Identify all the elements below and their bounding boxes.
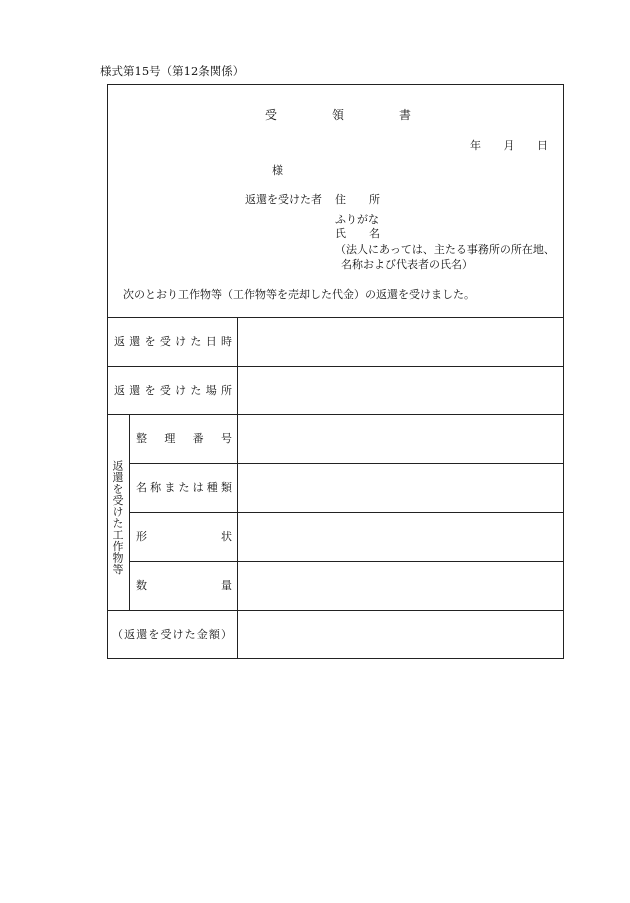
- name-label: [335, 228, 380, 239]
- name-label-char: 氏: [335, 227, 346, 240]
- corporate-note-line-1: （法人にあっては、主たる事務所の所在地、: [335, 243, 555, 256]
- group-label-divider: [129, 414, 130, 610]
- return-datetime-label: 返 還 を 受 け た 日 時: [114, 335, 232, 348]
- address-label-char: 住: [335, 193, 346, 206]
- title-char: 受: [265, 108, 278, 122]
- furigana-label: ふりがな: [335, 213, 379, 226]
- title-char: 領: [331, 108, 344, 122]
- returned-structures-group-label: 返還を受けた工作物等: [111, 460, 124, 575]
- corporate-note-line-2: 名称および代表者の氏名）: [341, 258, 473, 271]
- date-line: [470, 137, 548, 153]
- address-label: [335, 194, 380, 205]
- year-label: 年: [470, 139, 481, 152]
- address-label-char: 所: [369, 193, 380, 206]
- returned-amount-label: （ 返 還 を 受 け た 金 額 ）: [112, 628, 232, 641]
- addressee-suffix: 様: [272, 164, 283, 177]
- serial-number-value[interactable]: [238, 415, 563, 463]
- name-or-type-label: 名 称 ま た は 種 類: [136, 481, 232, 494]
- return-datetime-value[interactable]: [238, 318, 563, 366]
- title-char: 書: [398, 108, 411, 122]
- quantity-label: 数 量: [136, 579, 232, 592]
- shape-label: 形 状: [136, 530, 232, 543]
- quantity-value[interactable]: [238, 562, 563, 610]
- day-label: 日: [537, 139, 548, 152]
- name-or-type-value[interactable]: [238, 464, 563, 512]
- document-title: [265, 106, 411, 123]
- returned-amount-value[interactable]: [238, 611, 563, 658]
- return-place-label: 返 還 を 受 け た 場 所: [114, 384, 232, 397]
- recipient-label: 返還を受けた者: [245, 193, 322, 206]
- return-place-value[interactable]: [238, 367, 563, 414]
- serial-number-label: 整 理 番 号: [136, 432, 232, 445]
- month-label: 月: [503, 139, 515, 152]
- statement: 次のとおり工作物等（工作物等を売却した代金）の返還を受けました。: [123, 288, 475, 301]
- name-label-char: 名: [369, 227, 380, 240]
- shape-value[interactable]: [238, 513, 563, 561]
- form-number: 様式第15号（第12条関係）: [100, 64, 245, 78]
